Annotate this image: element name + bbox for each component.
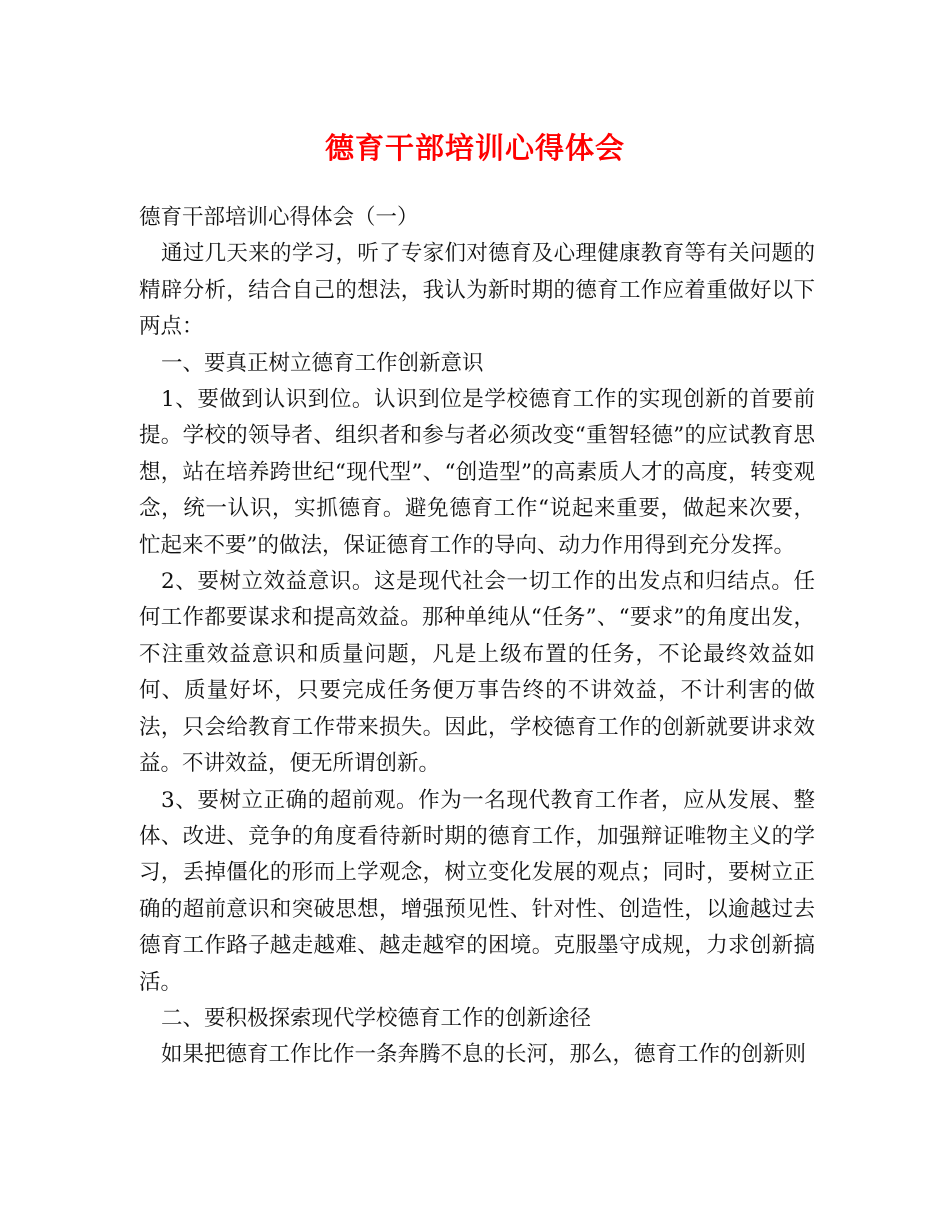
heading-part-one: 一、要真正树立德育工作创新意识 [161, 350, 484, 376]
section-heading: 德育干部培训心得体会（一） [139, 205, 419, 230]
paragraph-intro: 通过几天来的学习，听了专家们对德育及心理健康教育等有关问题的精辟分析，结合自己的想法，我认为新时期的德育工作应着重做好以下两点： [139, 241, 815, 340]
paragraph-point-3: 3、要树立正确的超前观。作为一名现代教育工作者，应从发展、整体、改进、竞争的角度看待新时期的德育工作，加强辩证唯物主义的学习，丢掉僵化的形而上学观念，树立变化发展的观点；同时，要树立正确的超前意识和突破思想，增强预见性、针对性、创造性，以逾越过去德育工作路子越走越难、越走越窄的困境。克服墨守成规，力求创新搞活。 [139, 787, 815, 995]
paragraph-point-1: 1、要做到认识到位。认识到位是学校德育工作的实现创新的首要前提。学校的领导者、组织者和参与者必须改变“重智轻德”的应试教育思想，站在培养跨世纪“现代型”、“创造型”的高素质人才的高度，转变观念，统一认识，实抓德育。避免德育工作“说起来重要，做起来次要，忙起来不要”的做法，保证德育工作的导向、动力作用得到充分发挥。 [139, 387, 815, 558]
document-title: 德育干部培训心得体会 [324, 131, 625, 165]
paragraph-point-2: 2、要树立效益意识。这是现代社会一切工作的出发点和归结点。任何工作都要谋求和提高效益。那种单纯从“任务”、“要求”的角度出发，不注重效益意识和质量问题，凡是上级布置的任务，不论最终效益如何、质量好坏，只要完成任务便万事告终的不讲效益，不计利害的做法，只会给教育工作带来损失。因此，学校德育工作的创新就要讲求效益。不讲效益，便无所谓创新。 [139, 569, 815, 777]
paragraph-river: 如果把德育工作比作一条奔腾不息的长河，那么，德育工作的创新则 [161, 1042, 807, 1068]
document-body [139, 200, 815, 1074]
heading-part-two: 二、要积极探索现代学校德育工作的创新途径 [161, 1005, 592, 1031]
